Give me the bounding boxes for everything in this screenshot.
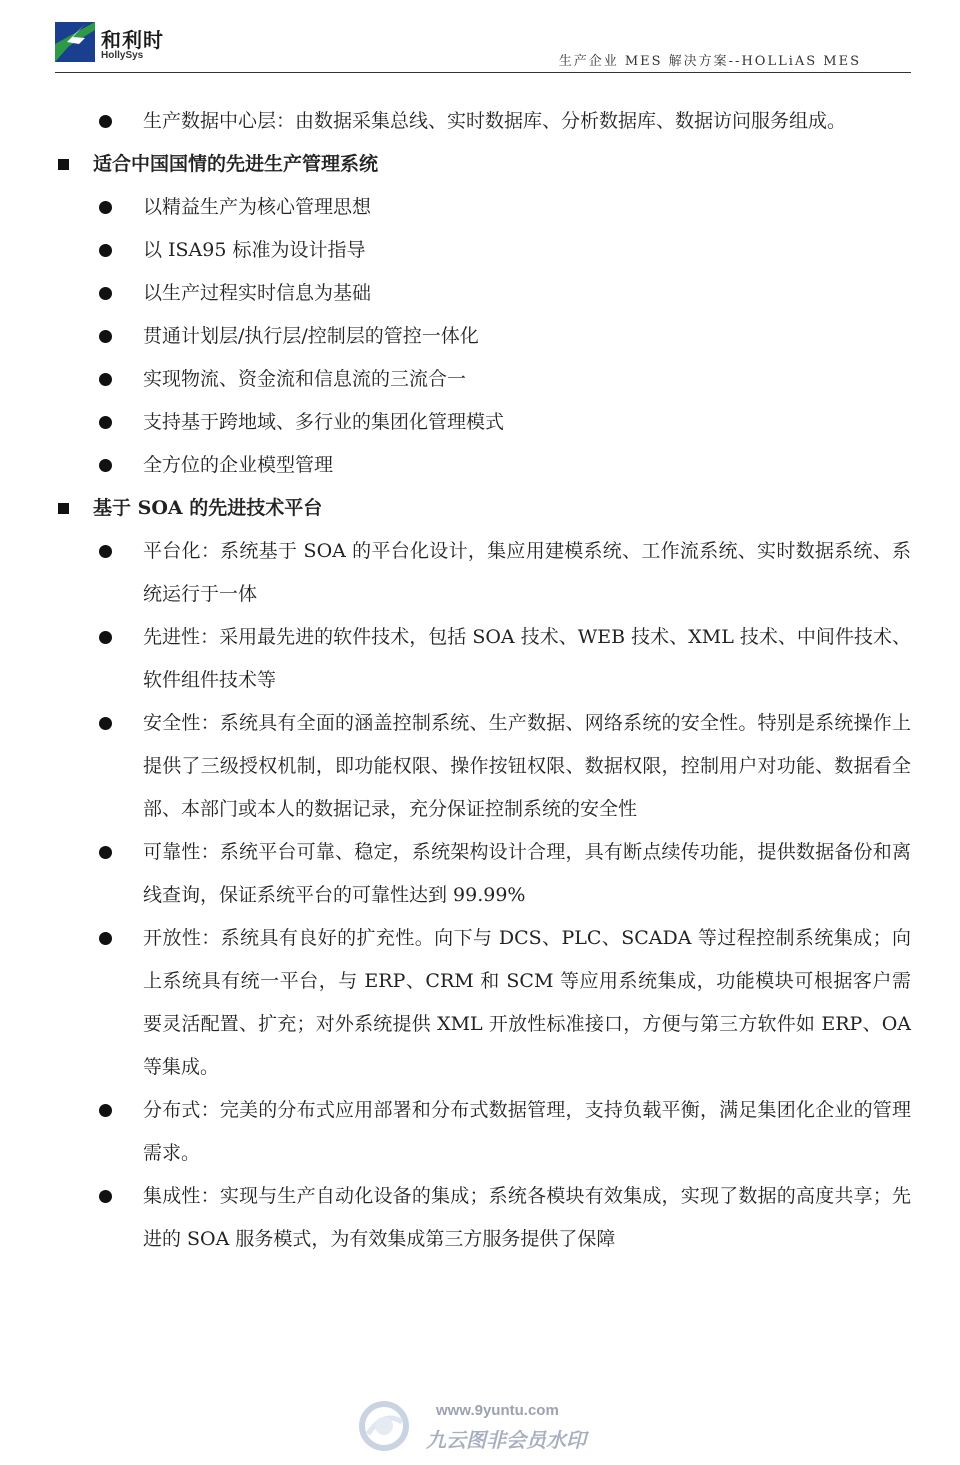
bullet-item bbox=[55, 186, 911, 229]
bullet-item-text: 以生产过程实时信息为基础 bbox=[143, 282, 372, 304]
bullet-item bbox=[55, 229, 911, 272]
bullet-item-text: 开放性：系统具有良好的扩充性。向下与 DCS、PLC、SCADA 等过程控制系统集成；向上系统具有统一平台，与 ERP、CRM 和 SCM 等应用系统集成，功能模块可根据客户需要灵活配置、扩充；对外系统提供 XML 开放性标准接口，方便与第三方软件如 ERP、OA 等集成。 bbox=[143, 927, 911, 1078]
round-bullet-icon bbox=[99, 459, 112, 472]
bullet-item bbox=[55, 1175, 911, 1261]
bullet-item-text: 平台化：系统基于 SOA 的平台化设计，集应用建模系统、工作流系统、实时数据系统、系统运行于一体 bbox=[143, 540, 911, 605]
bullet-item bbox=[55, 315, 911, 358]
section-heading bbox=[55, 487, 911, 530]
bullet-item-text: 安全性：系统具有全面的涵盖控制系统、生产数据、网络系统的安全性。特别是系统操作上提供了三级授权机制，即功能权限、操作按钮权限、数据权限，控制用户对功能、数据看全部、本部门或本人的数据记录，充分保证控制系统的安全性 bbox=[143, 712, 911, 820]
bullet-item-text: 集成性：实现与生产自动化设备的集成；系统各模块有效集成，实现了数据的高度共享；先进的 SOA 服务模式，为有效集成第三方服务提供了保障 bbox=[143, 1185, 911, 1250]
round-bullet-icon bbox=[99, 115, 112, 128]
header-divider bbox=[55, 72, 911, 73]
bullet-item-text: 以精益生产为核心管理思想 bbox=[143, 196, 372, 218]
round-bullet-icon bbox=[99, 416, 112, 429]
bullet-item bbox=[55, 444, 911, 487]
document-body bbox=[55, 100, 911, 1261]
round-bullet-icon bbox=[99, 932, 112, 945]
bullet-item bbox=[55, 616, 911, 702]
watermark-swirl-icon bbox=[358, 1400, 410, 1452]
bullet-item bbox=[55, 530, 911, 616]
bullet-item bbox=[55, 831, 911, 917]
bullet-item-text: 全方位的企业模型管理 bbox=[143, 454, 334, 476]
round-bullet-icon bbox=[99, 373, 112, 386]
section-heading-text: 适合中国国情的先进生产管理系统 bbox=[93, 153, 379, 175]
bullet-item bbox=[55, 917, 911, 1089]
bullet-item-text: 贯通计划层/执行层/控制层的管控一体化 bbox=[143, 325, 479, 347]
round-bullet-icon bbox=[99, 1190, 112, 1203]
bullet-item-text: 以 ISA95 标准为设计指导 bbox=[143, 239, 366, 261]
document-title: 生产企业 MES 解决方案--HOLLiAS MES bbox=[558, 54, 861, 69]
round-bullet-icon bbox=[99, 1104, 112, 1117]
round-bullet-icon bbox=[99, 201, 112, 214]
round-bullet-icon bbox=[99, 330, 112, 343]
section-heading-text: 基于 SOA 的先进技术平台 bbox=[93, 497, 323, 519]
hollysys-logo-icon bbox=[55, 22, 95, 62]
bullet-item-text: 分布式：完美的分布式应用部署和分布式数据管理，支持负载平衡，满足集团化企业的管理需求。 bbox=[143, 1099, 911, 1164]
bullet-item bbox=[55, 702, 911, 831]
round-bullet-icon bbox=[99, 244, 112, 257]
bullet-item bbox=[55, 358, 911, 401]
round-bullet-icon bbox=[99, 545, 112, 558]
section-heading bbox=[55, 143, 911, 186]
bullet-item bbox=[55, 272, 911, 315]
bullet-item-text: 生产数据中心层：由数据采集总线、实时数据库、分析数据库、数据访问服务组成。 bbox=[143, 110, 847, 132]
watermark-url: www.9yuntu.com bbox=[436, 1402, 559, 1419]
round-bullet-icon bbox=[99, 717, 112, 730]
logo-english-name: HollySys bbox=[101, 50, 144, 61]
square-bullet-icon bbox=[58, 503, 69, 514]
page-header bbox=[55, 20, 911, 76]
bullet-item-text: 实现物流、资金流和信息流的三流合一 bbox=[143, 368, 467, 390]
bullet-item bbox=[55, 401, 911, 444]
bullet-item-text: 先进性：采用最先进的软件技术，包括 SOA 技术、WEB 技术、XML 技术、中间件技术、软件组件技术等 bbox=[143, 626, 911, 691]
company-logo bbox=[55, 22, 185, 68]
logo-chinese-name: 和利时 bbox=[101, 28, 164, 52]
round-bullet-icon bbox=[99, 287, 112, 300]
round-bullet-icon bbox=[99, 631, 112, 644]
bullet-item-text: 支持基于跨地域、多行业的集团化管理模式 bbox=[143, 411, 505, 433]
watermark-text: 九云图非会员水印 bbox=[426, 1428, 586, 1452]
square-bullet-icon bbox=[58, 159, 69, 170]
bullet-item bbox=[55, 1089, 911, 1175]
round-bullet-icon bbox=[99, 846, 112, 859]
watermark bbox=[358, 1398, 618, 1458]
bullet-item bbox=[55, 100, 911, 143]
bullet-item-text: 可靠性：系统平台可靠、稳定，系统架构设计合理，具有断点续传功能，提供数据备份和离线查询，保证系统平台的可靠性达到 99.99% bbox=[143, 841, 911, 906]
